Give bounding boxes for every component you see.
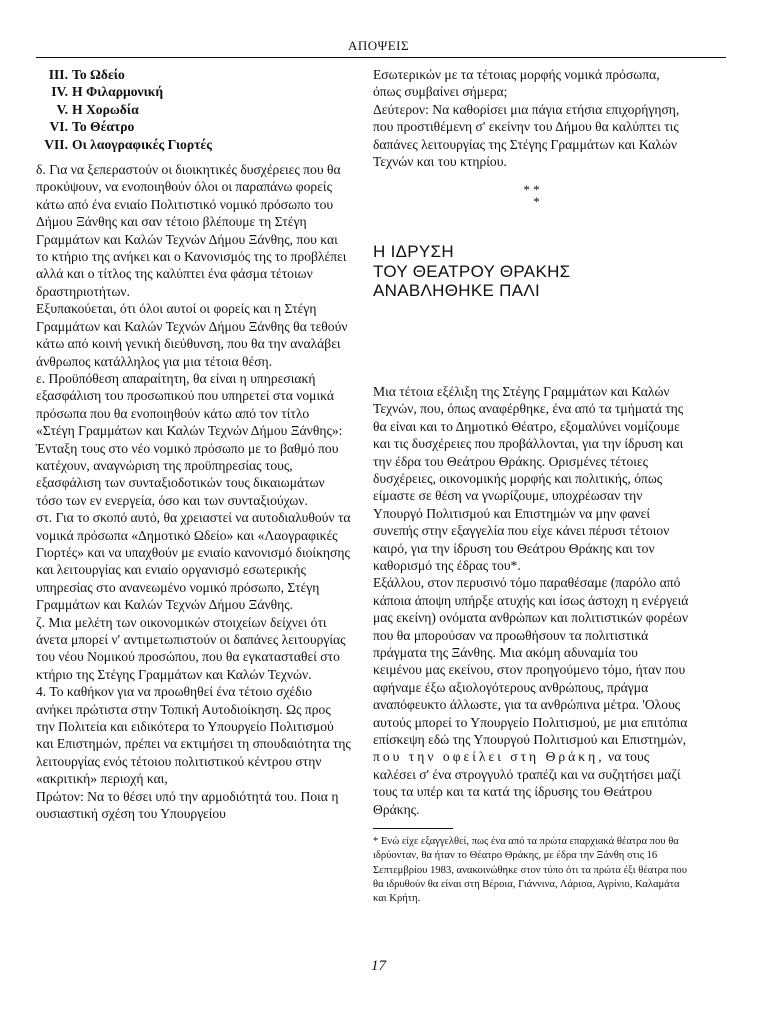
paragraph: Εξυπακούεται, ότι όλοι αυτοί οι φορείς και η Στέγη Γραμμάτων και Καλών Τεχνών Δήμου Ξάνθης θα τεθούν κάτω από κοινή γενική διεύθυνση, που θα την αναλάβει άνθρωπος κατάλληλος για μια τέτοια θέση. [36, 301, 348, 369]
list-number: VII. [44, 136, 68, 152]
footnote-rule [373, 828, 453, 829]
page-number: 17 [371, 958, 386, 974]
list-label: Το Θέατρο [72, 119, 135, 135]
list-item [36, 66, 351, 83]
paragraph: Μια τέτοια εξέλιξη της Στέγης Γραμμάτων και Καλών Τεχνών, που, όπως αναφέρθηκε, ένα από τα τμήματά της θα είναι και το Δημοτικό Θέατρο, εξομαλύνει νομίζουμε και τις δυσχέρειες που προβάλλονται, για την ίδρυση και την έδρα του Θεάτρου Θράκης. Ορισμένες τέτοιες δυσχέρειες, οικονομικής μορφής και πολιτικής, όπως είμαστε σε θέση να γνωρίζουμε, υποχρέωσαν την Υπουργό Πολιτισμού και Επιστημών να μην φανεί συνεπής στην εξαγγελία που είχε κάνει πέρυσι τέτοιον καιρό, για την ίδρυση του Θεάτρου Θράκης και τον καθορισμό της έδρας του*. [373, 383, 684, 573]
list-item [36, 136, 351, 153]
list-item [36, 118, 351, 135]
paragraph: Δεύτερον: Να καθορίσει μια πάγια ετήσια επιχορήγηση, που προστιθέμενη σ' εκείνην του Δήμου θα καλύπτει τις δαπάνες λειτουργίας της Στέγης Γραμμάτων και Καλών Τεχνών και του κτηρίου. [373, 101, 680, 170]
headline-line: ΑΝΑΒΛΗΘΗΚΕ ΠΑΛΙ [373, 281, 541, 301]
paragraph: στ. Για το σκοπό αυτό, θα χρειαστεί να αυτοδιαλυθούν τα νομικά πρόσωπα «Δημοτικό Ωδείο» και «Λαογραφικές Γιορτές» και να υπαχθούν με ενιαίο κανονισμό διοίκησης και λειτουργίας και ενιαίο οργανισμό εσωτερικής υπηρεσίας στο ανανεωμένο νομικό πρόσωπο, Στέγη Γραμμάτων και Καλών Τεχνών Δήμου Ξάνθης. [36, 510, 351, 613]
paragraph: 4. Το καθήκον για να προωθηθεί ένα τέτοιο σχέδιο ανήκει πρώτιστα στην Τοπική Αυτοδιοίκηση. Ως προς την Πολιτεία και ειδικότερα το Υπουργείο Πολιτισμού και Επιστημών, πρέπει να εκτιμήσει τη σπουδαιότητα της λειτουργίας ενός τέτοιου πολιτιστικού κέντρου στην «ακριτική» περιοχή και, [36, 684, 351, 787]
section-separator [373, 184, 690, 208]
paragraph: δ. Για να ξεπεραστούν οι διοικητικές δυσχέρειες που θα προκύψουν, να ενοποιηθούν όλοι οι παραπάνω φορείς κάτω από ένα ενιαίο Πολιτιστικό νομικό πρόσωπο του Δήμου Ξάνθης και σαν τέτοιο βλέπουμε τη Στέγη Γραμμάτων και Καλών Τεχνών Δήμου Ξάνθης, που και το κτήριο της ανήκει και ο Κανονισμός της το προβλέπει αλλά και ο τίτλος της καλύπτει ένα φάσμα τέτοιων δραστηριοτήτων. [36, 162, 347, 299]
article-headline [373, 242, 690, 301]
headline-line: Η ΙΔΡΥΣΗ [373, 242, 454, 262]
paragraph: Πρώτον: Να το θέσει υπό την αρμοδιότητά του. Ποια η ουσιαστική σχέση του Υπουργείου [36, 788, 339, 822]
list-number: IV. [51, 84, 68, 100]
spaced-emphasis: που την οφείλει στη Θράκη, [373, 749, 605, 765]
list-label: Το Ωδείο [72, 67, 125, 82]
stars-row: * * [523, 182, 540, 198]
paragraph: ζ. Μια μελέτη των οικονομικών στοιχείων δείχνει ότι άνετα μπορεί ν' αντιμετωπιστούν οι δαπάνες λειτουργίας του νέου Νομικού προσώπου, που θα εγκατασταθεί στο κτήριο της Στέγης Γραμμάτων και Καλών Τεχνών. [36, 614, 346, 682]
footnote: * Ενώ είχε εξαγγελθεί, πως ένα από τα πρώτα επαρχιακά θέατρα που θα ιδρύονταν, θα ήταν το Θέατρο Θράκης, με έδρα την Ξάνθη στις 16 Σεπτεμβρίου 1983, ανακοινώθηκε στον τύπο ότι τα πρώτα έξι θέατρα που θα ιδρυθούν θα είναι στη Βέροια, Γιάννινα, Λάρισα, Αγρίνιο, Καλαμάτα και Κρήτη. [373, 836, 687, 904]
paragraph-text: Εξάλλου, στον περυσινό τόμο παραθέσαμε (παρόλο από κάποια άποψη υπήρξε ατυχής και ίσως άστοχη η ενέργειά μας εκείνη) ονόματα ανθρώπων και πολιτιστικών φορέων που θα μπορούσαν να προωθήσουν τα πολιτιστικά πράγματα της Ξάνθης. Μια ακόμη αδυναμία του κειμένου μας εκείνου, στον προηγούμενο τόμο, ήταν που αφήναμε έξω αξιολογότερους ανθρώπους, πράγμα αναπόφευκτο άλλωστε, για τα ανθρώπινα μέτρα. 'Ολους αυτούς μπορεί το Υπουργείο Πολιτισμού, με μια επιτόπια επίσκεψη εδώ της Υπουργού Πολιτισμού και Επιστημών, [373, 575, 689, 748]
paragraph: Εσωτερικών με τα τέτοιας μορφής νομικά πρόσωπα, όπως συμβαίνει σήμερα; [373, 67, 660, 100]
list-item [36, 83, 351, 100]
running-header: ΑΠΟΨΕΙΣ [347, 38, 410, 53]
numbered-list [36, 66, 351, 153]
paragraph: ε. Προϋπόθεση απαραίτητη, θα είναι η υπηρεσιακή εξασφάλιση του προσωπικού που υπηρετεί στα νομικά πρόσωπα που θα ενοποιηθούν κάτω από τον τίτλο «Στέγη Γραμμάτων και Καλών Τεχνών Δήμου Ξάνθης»: Ένταξη τους στο νέο νομικό πρόσωπο με το βαθμό που κατέχουν, αναγνώριση της προϋπηρεσίας τους, εξασφάλιση των συνταξιοδοτικών τους δικαιωμάτων τόσο των εν ενεργεία, όσο και των συνταξιούχων. [36, 370, 343, 508]
paragraph-text: να τους καλέσει σ' ένα στρογγυλό τραπέζι και να συζητήσει μαζί τους τα υπέρ και τα κατά της ίδρυσης του Θεάτρου Θράκης. [373, 749, 681, 817]
headline-line: ΤΟΥ ΘΕΑΤΡΟΥ ΘΡΑΚΗΣ [373, 261, 571, 281]
list-number: III. [48, 67, 68, 82]
right-column [373, 66, 690, 906]
stars-row: * [533, 194, 540, 210]
list-number: V. [56, 101, 68, 117]
list-label: Η Χορωδία [72, 101, 139, 117]
paragraph [373, 574, 690, 818]
list-item [36, 101, 351, 118]
list-label: Οι λαογραφικές Γιορτές [72, 136, 212, 152]
list-number: VI. [49, 119, 68, 135]
left-column [36, 66, 351, 822]
header-rule [36, 57, 726, 58]
list-label: Η Φιλαρμονική [72, 84, 164, 100]
